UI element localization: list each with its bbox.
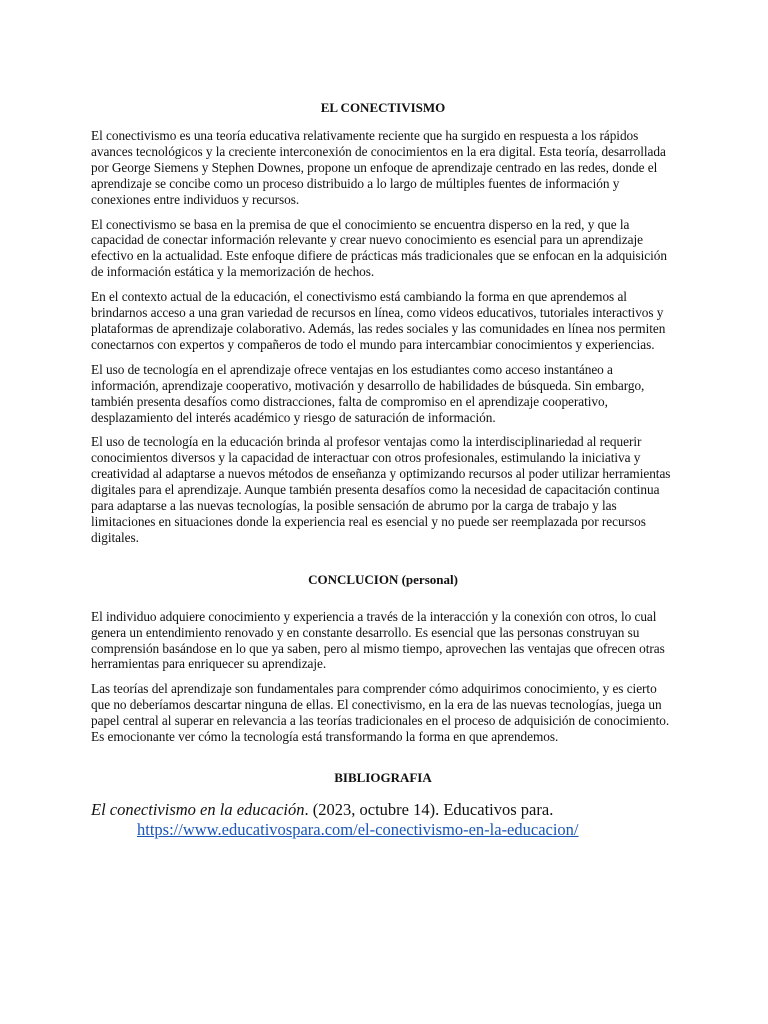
reference-details: . (2023, octubre 14). Educativos para. xyxy=(304,800,554,819)
conclusion-paragraph: El individuo adquiere conocimiento y experiencia a través de la interacción y la conexión con otros, lo cual genera un entendimiento renovado y en constante desarrollo. Es esencial que las personas construyan su comprensión basándose en lo que ya saben, pero al mismo tiempo, aprovechen las ventajas que ofrecen otras herramientas para enriquecer su aprendizaje. xyxy=(91,608,665,672)
paragraph: En el contexto actual de la educación, el conectivismo está cambiando la forma en que aprendemos al brindarnos acceso a una gran variedad de recursos en línea, como videos educativos, tutoriales interactivos y plataformas de aprendizaje colaborativo. Además, las redes sociales y las comunidades en línea nos permiten conectarnos con expertos y compañeros de todo el mundo para intercambiar conocimientos y experiencias. xyxy=(91,289,666,352)
bibliography-heading: BIBLIOGRAFIA xyxy=(334,770,432,785)
paragraph: El conectivismo se basa en la premisa de que el conocimiento se encuentra disperso en la red, y que la capacidad de conectar información relevante y crear nuevo conocimiento es esencial para un aprendizaje efectivo en la actualidad. Este enfoque difiere de prácticas más tradicionales que se enfocan en la adquisición de información estática y la memorización de hechos. xyxy=(91,216,667,280)
paragraph: El uso de tecnología en el aprendizaje ofrece ventajas en los estudiantes como acceso instantáneo a información, aprendizaje cooperativo, motivación y desarrollo de habilidades de búsqueda. Sin embargo, también presenta desafíos como distracciones, falta de compromiso en el aprendizaje cooperativo, desplazamiento del interés académico y riesgo de saturación de información. xyxy=(91,361,645,425)
conclusion-heading: CONCLUCION (personal) xyxy=(308,571,458,587)
bibliography-entry xyxy=(91,800,675,839)
page-title: EL CONECTIVISMO xyxy=(320,100,446,115)
reference-title: El conectivismo en la educación xyxy=(91,800,305,819)
paragraph: El conectivismo es una teoría educativa relativamente reciente que ha surgido en respuesta a los rápidos avances tecnológicos y la creciente interconexión de conocimientos en la era digital. Esta teoría, desarrollada por George Siemens y Stephen Downes, propone un enfoque de aprendizaje centrado en las redes, donde el aprendizaje se concibe como un proceso distribuido a lo largo de múltiples fuentes de información y conexiones entre individuos y recursos. xyxy=(91,128,666,207)
paragraph: El uso de tecnología en la educación brinda al profesor ventajas como la interdisciplinariedad al requerir conocimientos diversos y la capacidad de interactuar con otros profesionales, estimulando la iniciativa y creatividad al adaptarse a nuevos métodos de enseñanza y optimizando recursos al poder utilizar herramientas digitales para el aprendizaje. Aunque también presenta desafíos como la necesidad de capacitación continua para adaptarse a las nuevas tecnologías, la posible sensación de abrumo por la carga de trabajo y las limitaciones en situaciones donde la experiencia real es esencial y no puede ser reemplazada por recursos digitales. xyxy=(91,434,671,545)
conclusion-paragraph: Las teorías del aprendizaje son fundamentales para comprender cómo adquirimos conocimiento, y es cierto que no deberíamos descartar ninguna de ellas. El conectivismo, en la era de las nuevas tecnologías, juega un papel central al superar en relevancia a las teorías tradicionales en el proceso de adquisición de conocimiento. Es emocionante ver cómo la tecnología está transformando la forma en que aprendemos. xyxy=(91,681,670,745)
reference-link[interactable]: https://www.educativospara.com/el-conectivismo-en-la-educacion/ xyxy=(137,819,579,839)
